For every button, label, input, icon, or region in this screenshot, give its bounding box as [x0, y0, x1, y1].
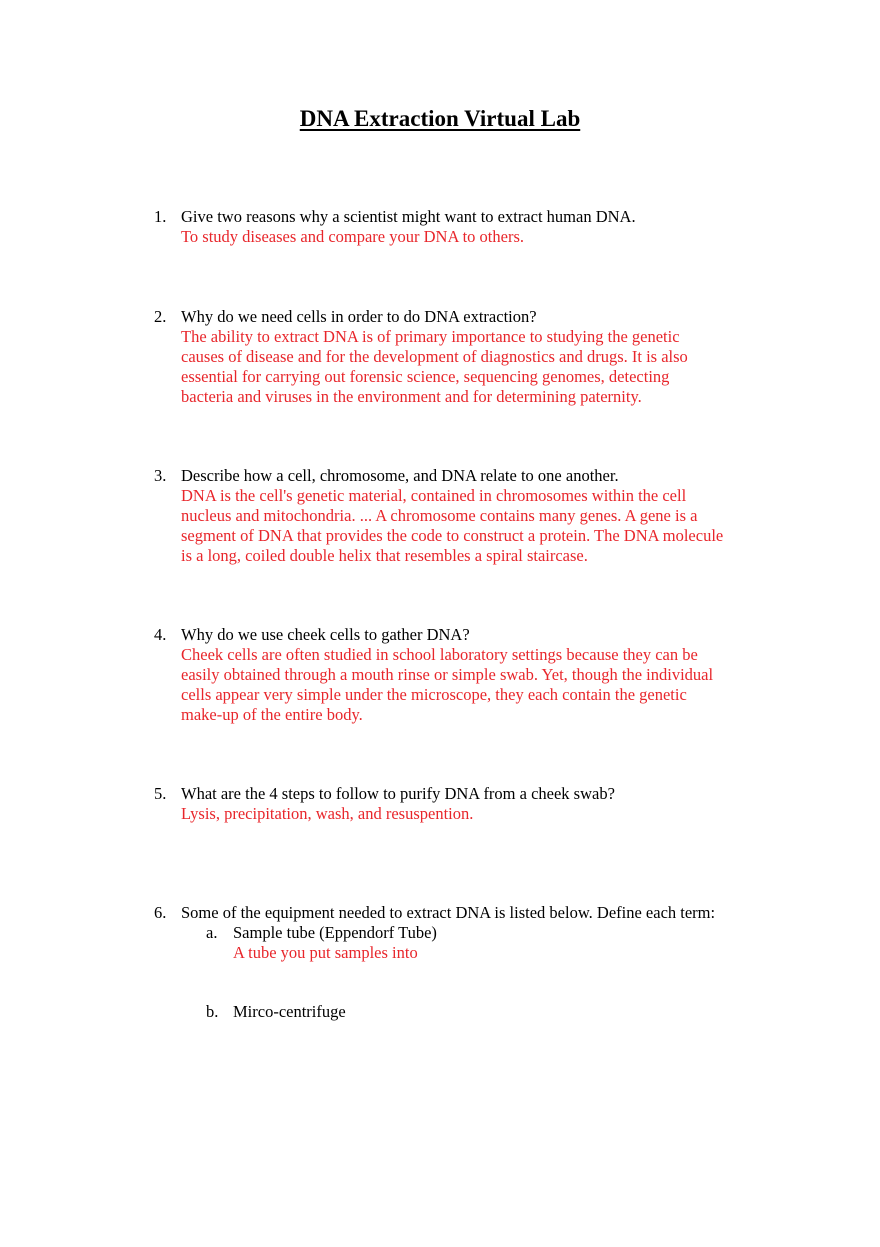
question-number: 2.: [154, 307, 167, 326]
answer-line: essential for carrying out forensic science, sequencing genomes, detecting: [181, 367, 670, 386]
answer-line: Cheek cells are often studied in school laboratory settings because they can be: [181, 645, 698, 664]
question-number: 4.: [154, 625, 167, 644]
page-title: DNA Extraction Virtual Lab: [299, 106, 581, 131]
question-text: Some of the equipment needed to extract DNA is listed below. Define each term:: [181, 903, 716, 922]
question-text: Why do we need cells in order to do DNA extraction?: [181, 307, 537, 326]
question-3: [154, 466, 774, 566]
answer-line: causes of disease and for the development of diagnostics and drugs. It is also: [181, 347, 688, 366]
answer-line: easily obtained through a mouth rinse or simple swab. Yet, though the individual: [181, 665, 714, 684]
question-5: [154, 784, 774, 824]
answer-line: segment of DNA that provides the code to construct a protein. The DNA molecule: [181, 526, 724, 545]
question-1: [154, 207, 774, 247]
answer-line: nucleus and mitochondria. ... A chromosome contains many genes. A gene is a: [181, 506, 698, 525]
answer-line: The ability to extract DNA is of primary importance to studying the genetic: [181, 327, 680, 346]
subitem-term: Mirco-centrifuge: [233, 1002, 346, 1021]
answer-line: cells appear very simple under the microscope, they each contain the genetic: [181, 685, 687, 704]
question-2: [154, 307, 774, 407]
question-4: [154, 625, 774, 725]
question-text: Why do we use cheek cells to gather DNA?: [181, 625, 470, 644]
question-number: 1.: [154, 207, 167, 226]
subitem-letter: a.: [206, 923, 218, 942]
answer-line: make-up of the entire body.: [181, 705, 363, 724]
question-number: 5.: [154, 784, 167, 803]
question-text: Give two reasons why a scientist might want to extract human DNA.: [181, 207, 636, 226]
subitem-answer: A tube you put samples into: [233, 943, 418, 962]
subitem-a: [206, 923, 766, 963]
answer-line: To study diseases and compare your DNA to others.: [181, 227, 524, 246]
question-number: 6.: [154, 903, 167, 922]
answer-line: DNA is the cell's genetic material, contained in chromosomes within the cell: [181, 486, 687, 505]
answer-line: is a long, coiled double helix that resembles a spiral staircase.: [181, 546, 588, 565]
answer-line: Lysis, precipitation, wash, and resuspention.: [181, 804, 474, 823]
question-text: Describe how a cell, chromosome, and DNA relate to one another.: [181, 466, 619, 485]
question-text: What are the 4 steps to follow to purify DNA from a cheek swab?: [181, 784, 615, 803]
subitem-letter: b.: [206, 1002, 219, 1021]
subitem-b: [206, 1002, 766, 1022]
subitem-term: Sample tube (Eppendorf Tube): [233, 923, 437, 942]
answer-line: bacteria and viruses in the environment and for determining paternity.: [181, 387, 642, 406]
question-6: [154, 903, 794, 923]
question-number: 3.: [154, 466, 167, 485]
